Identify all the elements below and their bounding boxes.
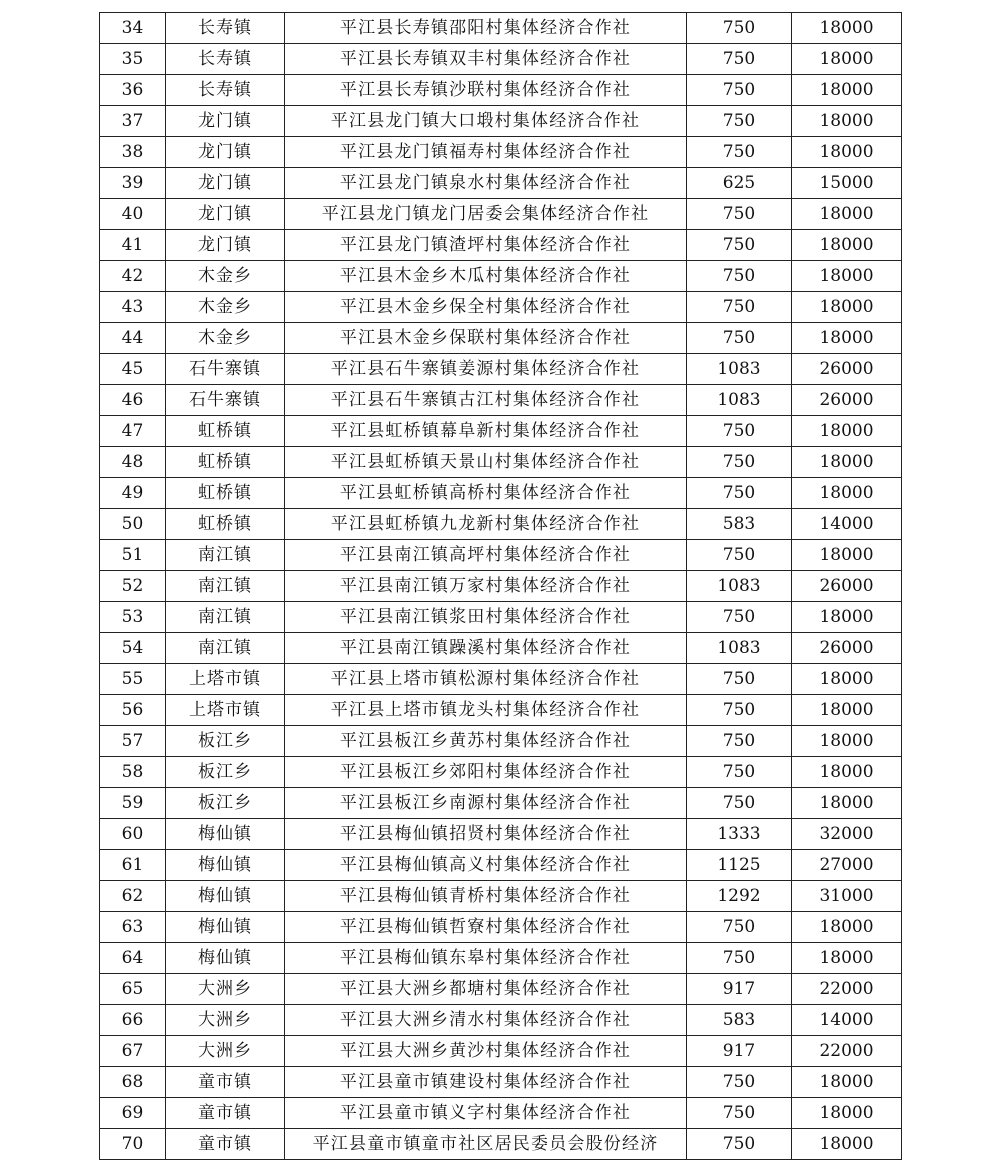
row-number-cell: 64: [100, 943, 166, 974]
table-row: [100, 230, 902, 261]
table-row: [100, 75, 902, 106]
cooperative-name-cell: 平江县梅仙镇高义村集体经济合作社: [285, 850, 687, 881]
town-cell: 木金乡: [166, 292, 285, 323]
amount-cell: 750: [687, 416, 792, 447]
table-row: [100, 13, 902, 44]
row-number-cell: 44: [100, 323, 166, 354]
cooperative-name-cell: 平江县梅仙镇招贤村集体经济合作社: [285, 819, 687, 850]
cooperative-name-cell: 平江县童市镇建设村集体经济合作社: [285, 1067, 687, 1098]
table-row: [100, 819, 902, 850]
row-number-cell: 59: [100, 788, 166, 819]
total-cell: 18000: [792, 478, 902, 509]
row-number-cell: 53: [100, 602, 166, 633]
amount-cell: 750: [687, 75, 792, 106]
cooperative-name-cell: 平江县虹桥镇九龙新村集体经济合作社: [285, 509, 687, 540]
cooperative-name-cell: 平江县石牛寨镇姜源村集体经济合作社: [285, 354, 687, 385]
total-cell: 15000: [792, 168, 902, 199]
total-cell: 18000: [792, 726, 902, 757]
cooperative-name-cell: 平江县童市镇义字村集体经济合作社: [285, 1098, 687, 1129]
town-cell: 南江镇: [166, 633, 285, 664]
cooperative-name-cell: 平江县南江镇万家村集体经济合作社: [285, 571, 687, 602]
total-cell: 18000: [792, 323, 902, 354]
cooperative-name-cell: 平江县梅仙镇哲寮村集体经济合作社: [285, 912, 687, 943]
row-number-cell: 57: [100, 726, 166, 757]
table-row: [100, 695, 902, 726]
cooperative-name-cell: 平江县木金乡保联村集体经济合作社: [285, 323, 687, 354]
row-number-cell: 38: [100, 137, 166, 168]
row-number-cell: 62: [100, 881, 166, 912]
cooperative-name-cell: 平江县梅仙镇东皋村集体经济合作社: [285, 943, 687, 974]
total-cell: 18000: [792, 292, 902, 323]
data-table: [99, 12, 902, 1160]
row-number-cell: 35: [100, 44, 166, 75]
table-row: [100, 292, 902, 323]
total-cell: 18000: [792, 199, 902, 230]
amount-cell: 750: [687, 602, 792, 633]
total-cell: 22000: [792, 974, 902, 1005]
total-cell: 18000: [792, 788, 902, 819]
town-cell: 板江乡: [166, 726, 285, 757]
cooperative-name-cell: 平江县南江镇躁溪村集体经济合作社: [285, 633, 687, 664]
table-row: [100, 1067, 902, 1098]
total-cell: 14000: [792, 1005, 902, 1036]
town-cell: 板江乡: [166, 757, 285, 788]
table-row: [100, 726, 902, 757]
amount-cell: 750: [687, 199, 792, 230]
town-cell: 龙门镇: [166, 199, 285, 230]
total-cell: 18000: [792, 664, 902, 695]
total-cell: 18000: [792, 912, 902, 943]
town-cell: 虹桥镇: [166, 416, 285, 447]
amount-cell: 583: [687, 1005, 792, 1036]
cooperative-name-cell: 平江县龙门镇泉水村集体经济合作社: [285, 168, 687, 199]
amount-cell: 750: [687, 943, 792, 974]
amount-cell: 750: [687, 13, 792, 44]
row-number-cell: 58: [100, 757, 166, 788]
amount-cell: 750: [687, 44, 792, 75]
town-cell: 长寿镇: [166, 13, 285, 44]
town-cell: 龙门镇: [166, 230, 285, 261]
row-number-cell: 54: [100, 633, 166, 664]
table-row: [100, 44, 902, 75]
table-row: [100, 788, 902, 819]
town-cell: 梅仙镇: [166, 943, 285, 974]
total-cell: 18000: [792, 540, 902, 571]
table-row: [100, 199, 902, 230]
town-cell: 大洲乡: [166, 974, 285, 1005]
cooperative-name-cell: 平江县上塔市镇龙头村集体经济合作社: [285, 695, 687, 726]
amount-cell: 1333: [687, 819, 792, 850]
cooperative-name-cell: 平江县石牛寨镇古江村集体经济合作社: [285, 385, 687, 416]
town-cell: 木金乡: [166, 261, 285, 292]
cooperative-name-cell: 平江县大洲乡黄沙村集体经济合作社: [285, 1036, 687, 1067]
table-row: [100, 540, 902, 571]
total-cell: 31000: [792, 881, 902, 912]
cooperative-name-cell: 平江县梅仙镇青桥村集体经济合作社: [285, 881, 687, 912]
row-number-cell: 50: [100, 509, 166, 540]
amount-cell: 750: [687, 1067, 792, 1098]
row-number-cell: 34: [100, 13, 166, 44]
amount-cell: 1292: [687, 881, 792, 912]
cooperative-name-cell: 平江县龙门镇福寿村集体经济合作社: [285, 137, 687, 168]
cooperative-name-cell: 平江县虹桥镇天景山村集体经济合作社: [285, 447, 687, 478]
amount-cell: 1083: [687, 385, 792, 416]
row-number-cell: 51: [100, 540, 166, 571]
cooperative-name-cell: 平江县木金乡保全村集体经济合作社: [285, 292, 687, 323]
town-cell: 南江镇: [166, 602, 285, 633]
table-row: [100, 571, 902, 602]
total-cell: 32000: [792, 819, 902, 850]
row-number-cell: 40: [100, 199, 166, 230]
amount-cell: 750: [687, 912, 792, 943]
total-cell: 14000: [792, 509, 902, 540]
total-cell: 26000: [792, 571, 902, 602]
cooperative-name-cell: 平江县长寿镇双丰村集体经济合作社: [285, 44, 687, 75]
row-number-cell: 60: [100, 819, 166, 850]
cooperative-name-cell: 平江县上塔市镇松源村集体经济合作社: [285, 664, 687, 695]
total-cell: 18000: [792, 1129, 902, 1160]
total-cell: 18000: [792, 602, 902, 633]
amount-cell: 750: [687, 664, 792, 695]
total-cell: 18000: [792, 13, 902, 44]
total-cell: 26000: [792, 385, 902, 416]
amount-cell: 750: [687, 478, 792, 509]
cooperative-name-cell: 平江县龙门镇龙门居委会集体经济合作社: [285, 199, 687, 230]
amount-cell: 750: [687, 726, 792, 757]
row-number-cell: 47: [100, 416, 166, 447]
town-cell: 虹桥镇: [166, 478, 285, 509]
amount-cell: 1125: [687, 850, 792, 881]
amount-cell: 917: [687, 974, 792, 1005]
table-row: [100, 261, 902, 292]
row-number-cell: 68: [100, 1067, 166, 1098]
amount-cell: 750: [687, 695, 792, 726]
total-cell: 26000: [792, 633, 902, 664]
table-row: [100, 757, 902, 788]
table-row: [100, 416, 902, 447]
amount-cell: 583: [687, 509, 792, 540]
town-cell: 龙门镇: [166, 106, 285, 137]
cooperative-name-cell: 平江县板江乡南源村集体经济合作社: [285, 788, 687, 819]
cooperative-name-cell: 平江县木金乡木瓜村集体经济合作社: [285, 261, 687, 292]
table-row: [100, 881, 902, 912]
town-cell: 石牛寨镇: [166, 354, 285, 385]
amount-cell: 750: [687, 292, 792, 323]
row-number-cell: 36: [100, 75, 166, 106]
cooperative-name-cell: 平江县南江镇高坪村集体经济合作社: [285, 540, 687, 571]
cooperative-name-cell: 平江县虹桥镇高桥村集体经济合作社: [285, 478, 687, 509]
table-row: [100, 168, 902, 199]
amount-cell: 1083: [687, 633, 792, 664]
cooperative-name-cell: 平江县长寿镇邵阳村集体经济合作社: [285, 13, 687, 44]
amount-cell: 750: [687, 323, 792, 354]
table-body: [100, 13, 902, 1160]
row-number-cell: 61: [100, 850, 166, 881]
row-number-cell: 49: [100, 478, 166, 509]
cooperative-name-cell: 平江县板江乡黄苏村集体经济合作社: [285, 726, 687, 757]
total-cell: 18000: [792, 75, 902, 106]
row-number-cell: 45: [100, 354, 166, 385]
row-number-cell: 42: [100, 261, 166, 292]
amount-cell: 1083: [687, 354, 792, 385]
row-number-cell: 66: [100, 1005, 166, 1036]
amount-cell: 750: [687, 137, 792, 168]
table-row: [100, 385, 902, 416]
row-number-cell: 67: [100, 1036, 166, 1067]
cooperative-name-cell: 平江县童市镇童市社区居民委员会股份经济: [285, 1129, 687, 1160]
town-cell: 石牛寨镇: [166, 385, 285, 416]
town-cell: 童市镇: [166, 1067, 285, 1098]
total-cell: 18000: [792, 416, 902, 447]
table-row: [100, 106, 902, 137]
amount-cell: 750: [687, 106, 792, 137]
town-cell: 梅仙镇: [166, 912, 285, 943]
town-cell: 梅仙镇: [166, 881, 285, 912]
town-cell: 上塔市镇: [166, 664, 285, 695]
table-row: [100, 1036, 902, 1067]
town-cell: 虹桥镇: [166, 509, 285, 540]
cooperative-name-cell: 平江县板江乡郊阳村集体经济合作社: [285, 757, 687, 788]
table-row: [100, 323, 902, 354]
town-cell: 木金乡: [166, 323, 285, 354]
amount-cell: 750: [687, 788, 792, 819]
cooperative-name-cell: 平江县龙门镇大口塅村集体经济合作社: [285, 106, 687, 137]
total-cell: 18000: [792, 695, 902, 726]
row-number-cell: 52: [100, 571, 166, 602]
total-cell: 26000: [792, 354, 902, 385]
town-cell: 童市镇: [166, 1098, 285, 1129]
table-row: [100, 478, 902, 509]
table-row: [100, 602, 902, 633]
cooperative-name-cell: 平江县虹桥镇幕阜新村集体经济合作社: [285, 416, 687, 447]
town-cell: 龙门镇: [166, 168, 285, 199]
town-cell: 梅仙镇: [166, 850, 285, 881]
row-number-cell: 41: [100, 230, 166, 261]
table-row: [100, 664, 902, 695]
table-row: [100, 354, 902, 385]
town-cell: 童市镇: [166, 1129, 285, 1160]
town-cell: 板江乡: [166, 788, 285, 819]
row-number-cell: 55: [100, 664, 166, 695]
table-row: [100, 633, 902, 664]
total-cell: 18000: [792, 137, 902, 168]
row-number-cell: 46: [100, 385, 166, 416]
table-row: [100, 850, 902, 881]
town-cell: 长寿镇: [166, 75, 285, 106]
amount-cell: 1083: [687, 571, 792, 602]
table-row: [100, 509, 902, 540]
total-cell: 18000: [792, 943, 902, 974]
town-cell: 南江镇: [166, 540, 285, 571]
total-cell: 18000: [792, 261, 902, 292]
amount-cell: 750: [687, 1129, 792, 1160]
total-cell: 18000: [792, 757, 902, 788]
cooperative-name-cell: 平江县龙门镇渣坪村集体经济合作社: [285, 230, 687, 261]
total-cell: 18000: [792, 230, 902, 261]
table-row: [100, 1129, 902, 1160]
town-cell: 大洲乡: [166, 1005, 285, 1036]
town-cell: 长寿镇: [166, 44, 285, 75]
row-number-cell: 39: [100, 168, 166, 199]
town-cell: 南江镇: [166, 571, 285, 602]
amount-cell: 750: [687, 230, 792, 261]
cooperative-name-cell: 平江县南江镇浆田村集体经济合作社: [285, 602, 687, 633]
row-number-cell: 43: [100, 292, 166, 323]
table-row: [100, 974, 902, 1005]
town-cell: 上塔市镇: [166, 695, 285, 726]
town-cell: 虹桥镇: [166, 447, 285, 478]
total-cell: 18000: [792, 447, 902, 478]
table-row: [100, 943, 902, 974]
cooperative-name-cell: 平江县长寿镇沙联村集体经济合作社: [285, 75, 687, 106]
row-number-cell: 56: [100, 695, 166, 726]
amount-cell: 917: [687, 1036, 792, 1067]
row-number-cell: 37: [100, 106, 166, 137]
row-number-cell: 63: [100, 912, 166, 943]
cooperative-name-cell: 平江县大洲乡清水村集体经济合作社: [285, 1005, 687, 1036]
amount-cell: 750: [687, 757, 792, 788]
table-row: [100, 447, 902, 478]
table-row: [100, 137, 902, 168]
amount-cell: 750: [687, 1098, 792, 1129]
amount-cell: 750: [687, 540, 792, 571]
town-cell: 龙门镇: [166, 137, 285, 168]
row-number-cell: 65: [100, 974, 166, 1005]
town-cell: 梅仙镇: [166, 819, 285, 850]
row-number-cell: 70: [100, 1129, 166, 1160]
total-cell: 18000: [792, 1098, 902, 1129]
amount-cell: 625: [687, 168, 792, 199]
amount-cell: 750: [687, 261, 792, 292]
table-row: [100, 1098, 902, 1129]
total-cell: 27000: [792, 850, 902, 881]
town-cell: 大洲乡: [166, 1036, 285, 1067]
row-number-cell: 69: [100, 1098, 166, 1129]
total-cell: 18000: [792, 106, 902, 137]
total-cell: 22000: [792, 1036, 902, 1067]
cooperative-name-cell: 平江县大洲乡都塘村集体经济合作社: [285, 974, 687, 1005]
row-number-cell: 48: [100, 447, 166, 478]
table-row: [100, 912, 902, 943]
total-cell: 18000: [792, 44, 902, 75]
amount-cell: 750: [687, 447, 792, 478]
total-cell: 18000: [792, 1067, 902, 1098]
table-row: [100, 1005, 902, 1036]
